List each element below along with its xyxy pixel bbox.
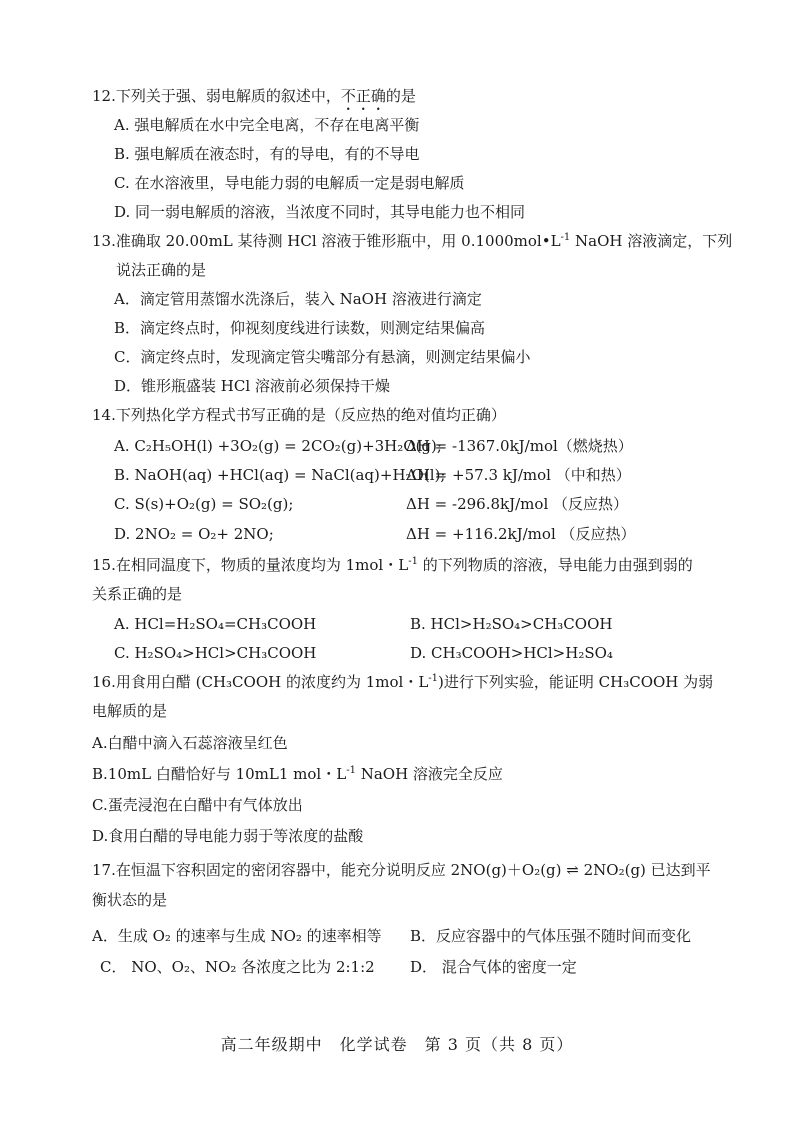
question-14-option-a-enthalpy: ΔH = -1367.0kJ/mol（燃烧热） bbox=[406, 437, 633, 455]
question-12-option-b: B. 强电解质在液态时，有的导电，有的不导电 bbox=[114, 145, 420, 163]
question-14-option-c-equation: C. S(s)+O₂(g) = SO₂(g); bbox=[114, 495, 294, 513]
question-13-option-c: C．滴定终点时，发现滴定管尖嘴部分有悬滴，则测定结果偏小 bbox=[114, 348, 531, 366]
question-15-option-b: B. HCl>H₂SO₄>CH₃COOH bbox=[410, 615, 613, 633]
question-15-option-c: C. H₂SO₄>HCl>CH₃COOH bbox=[114, 644, 317, 662]
question-14-option-c-enthalpy: ΔH = -296.8kJ/mol （反应热） bbox=[406, 495, 629, 513]
emphasis-not-correct: 不正确 bbox=[340, 87, 386, 105]
question-14-option-b-equation: B. NaOH(aq) +HCl(aq) = NaCl(aq)+H₂O(l); bbox=[114, 466, 446, 484]
page-footer: 高二年级期中 化学试卷 第 3 页（共 8 页） bbox=[220, 1035, 574, 1054]
question-16-option-c: C.蛋壳浸泡在白醋中有气体放出 bbox=[92, 796, 303, 814]
question-17-option-c: C． NO、O₂、NO₂ 各浓度之比为 2:1:2 bbox=[100, 958, 375, 976]
question-17-option-a: A．生成 O₂ 的速率与生成 NO₂ 的速率相等 bbox=[92, 927, 382, 945]
question-14-stem: 14.下列热化学方程式书写正确的是（反应热的绝对值均正确） bbox=[92, 406, 506, 424]
question-17-option-b: B．反应容器中的气体压强不随时间而变化 bbox=[410, 927, 692, 945]
question-15-stem-line2: 关系正确的是 bbox=[92, 585, 183, 603]
question-16-option-a: A.白醋中滴入石蕊溶液呈红色 bbox=[92, 734, 288, 752]
question-12-option-c: C. 在水溶液里，导电能力弱的电解质一定是弱电解质 bbox=[114, 174, 465, 192]
question-12-stem: 12.下列关于强、弱电解质的叙述中，不正确的是 bbox=[92, 87, 416, 105]
question-16-option-b: B.10mL 白醋恰好与 10mL1 mol・$L^{-1}$ NaOH 溶液完全反应 bbox=[92, 765, 503, 783]
question-13-stem: 13.准确取 20.00mL 某待测 HCl 溶液于锥形瓶中，用 $0.1000mol•L^{-1}$ NaOH 溶液滴定，下列 bbox=[92, 232, 733, 250]
question-14-option-d-enthalpy: ΔH = +116.2kJ/mol （反应热） bbox=[406, 525, 636, 543]
question-13-option-b: B．滴定终点时，仰视刻度线进行读数，则测定结果偏高 bbox=[114, 319, 486, 337]
question-12-option-d: D. 同一弱电解质的溶液，当浓度不同时，其导电能力也不相同 bbox=[114, 203, 526, 221]
question-13-stem-line2: 说法正确的是 bbox=[116, 261, 207, 279]
question-14-option-b-enthalpy: ΔH = +57.3 kJ/mol （中和热） bbox=[406, 466, 631, 484]
question-17-option-d: D． 混合气体的密度一定 bbox=[410, 958, 577, 976]
question-15-option-d: D. CH₃COOH>HCl>H₂SO₄ bbox=[410, 644, 613, 662]
question-13-option-a: A．滴定管用蒸馏水洗涤后，装入 NaOH 溶液进行滴定 bbox=[114, 290, 482, 308]
question-14-option-d-equation: D. 2NO₂ = O₂+ 2NO; bbox=[114, 525, 274, 543]
question-17-stem-line2: 衡状态的是 bbox=[92, 891, 168, 909]
question-12-option-a: A. 强电解质在水中完全电离，不存在电离平衡 bbox=[114, 116, 420, 134]
question-16-stem-line2: 电解质的是 bbox=[92, 702, 168, 720]
question-13-option-d: D．锥形瓶盛装 HCl 溶液前必须保持干燥 bbox=[114, 377, 390, 395]
question-16-option-d: D.食用白醋的导电能力弱于等浓度的盐酸 bbox=[92, 827, 364, 845]
question-17-stem: 17.在恒温下容积固定的密闭容器中，能充分说明反应 2NO(g)＋O₂(g) ⇌ 2NO₂(g) 已达到平 bbox=[92, 861, 711, 879]
question-16-stem: 16.用食用白醋 (CH₃COOH 的浓度约为 1mol・$L^{-1}$)进行下列实验，能证明 CH₃COOH 为弱 bbox=[92, 673, 714, 691]
question-15-option-a: A. HCl=H₂SO₄=CH₃COOH bbox=[114, 615, 317, 633]
question-15-stem: 15.在相同温度下，物质的量浓度均为 1mol・$L^{-1}$ 的下列物质的溶液，导电能力由强到弱的 bbox=[92, 556, 693, 574]
question-14-option-a-equation: A. C₂H₅OH(l) +3O₂(g) = 2CO₂(g)+3H₂O(g); bbox=[114, 437, 442, 455]
